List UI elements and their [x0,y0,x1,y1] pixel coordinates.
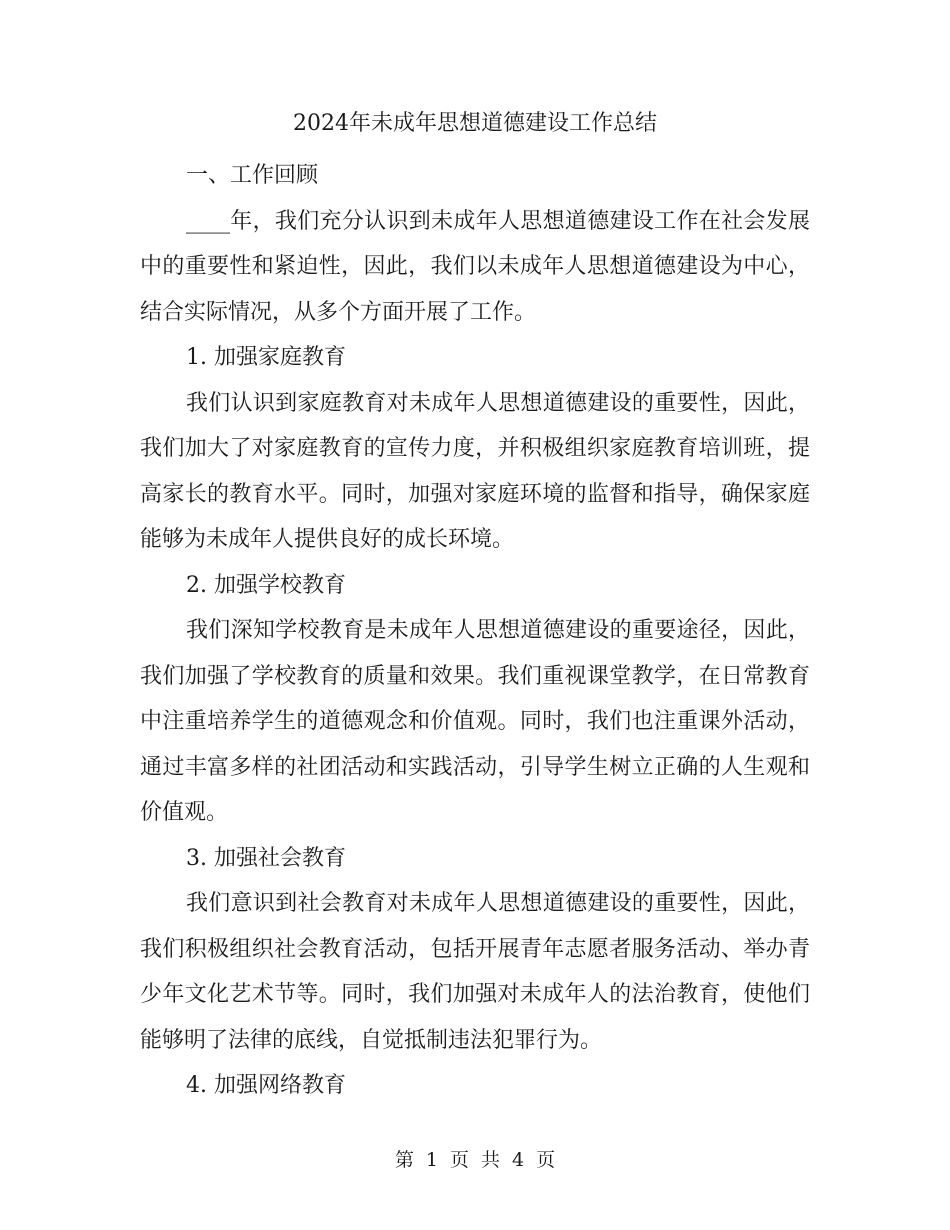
document-title: 2024年未成年思想道德建设工作总结 [293,111,657,136]
document-body [140,153,810,1109]
section-heading: 一、工作回顾 [186,163,319,188]
item-body-school-education: 我们深知学校教育是未成年人思想道德建设的重要途径，因此，我们加强了学校教育的质量和效果。我们重视课堂教学，在日常教育中注重培养学生的道德观念和价值观。同时，我们也注重课外活动，通过丰富多样的社团活动和实践活动，引导学生树立正确的人生观和价值观。 [140,618,810,825]
item-body-family-education: 我们认识到家庭教育对未成年人思想道德建设的重要性，因此，我们加大了对家庭教育的宣传力度，并积极组织家庭教育培训班，提高家长的教育水平。同时，加强对家庭环境的监督和指导，确保家庭能够为未成年人提供良好的成长环境。 [140,390,810,552]
page-number-footer: 第 1 页 共 4 页 [394,1149,556,1171]
item-body-social-education: 我们意识到社会教育对未成年人思想道德建设的重要性，因此，我们积极组织社会教育活动，包括开展青年志愿者服务活动、举办青少年文化艺术节等。同时，我们加强对未成年人的法治教育，使他们能够明了法律的底线，自觉抵制违法犯罪行为。 [140,891,810,1053]
intro-paragraph: ____年，我们充分认识到未成年人思想道德建设工作在社会发展中的重要性和紧迫性，因此，我们以未成年人思想道德建设为中心，结合实际情况，从多个方面开展了工作。 [140,208,810,325]
item-heading-network-education: 4. 加强网络教育 [186,1073,346,1098]
item-heading-school-education: 2. 加强学校教育 [186,572,346,598]
item-heading-family-education: 1. 加强家庭教育 [186,345,346,370]
item-heading-social-education: 3. 加强社会教育 [186,845,346,871]
